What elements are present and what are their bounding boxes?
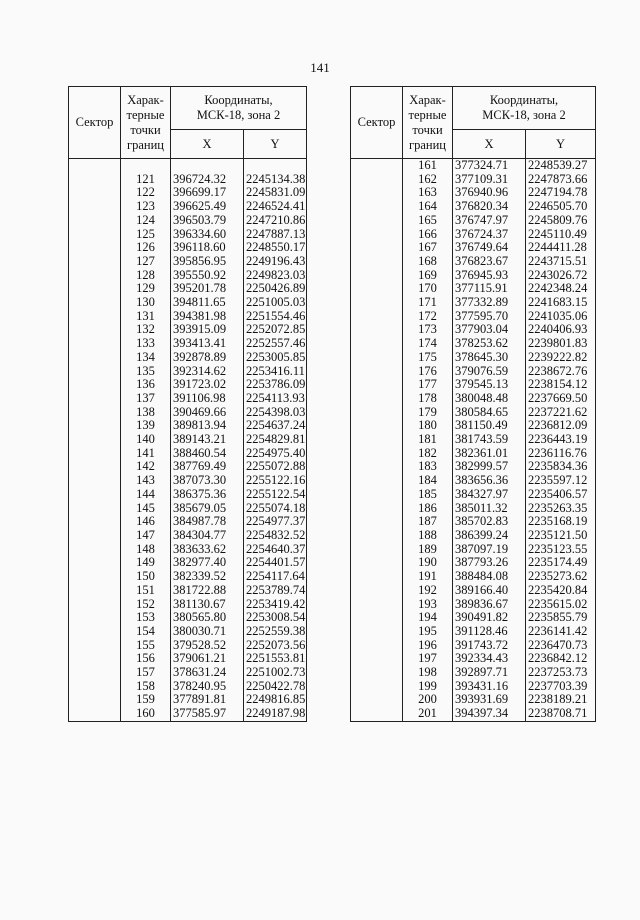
x-coordinate-cell: 395201.78	[171, 282, 244, 296]
x-coordinate-cell: 385679.05	[171, 502, 244, 516]
point-number-cell: 155	[121, 639, 171, 653]
y-coordinate-cell: 2235123.55	[526, 543, 596, 557]
x-coordinate-cell: 380030.71	[171, 625, 244, 639]
x-coordinate-cell: 384327.97	[453, 488, 526, 502]
header-x: X	[171, 130, 244, 159]
point-number-cell: 164	[403, 200, 453, 214]
header-characteristic-points: Харак- терные точки границ	[121, 87, 171, 159]
y-coordinate-cell: 2253789.74	[244, 584, 307, 598]
x-coordinate-cell: 394811.65	[171, 296, 244, 310]
point-number-cell: 167	[403, 241, 453, 255]
point-number-cell: 189	[403, 543, 453, 557]
point-number-cell: 198	[403, 666, 453, 680]
y-coordinate-cell: 2246524.41	[244, 200, 307, 214]
x-coordinate-cell: 385702.83	[453, 515, 526, 529]
x-coordinate-cell: 393431.16	[453, 680, 526, 694]
y-coordinate-cell: 2253008.54	[244, 611, 307, 625]
header-y: Y	[244, 130, 307, 159]
y-coordinate-cell: 2245831.09	[244, 186, 307, 200]
y-coordinate-cell: 2255072.88	[244, 460, 307, 474]
x-coordinate-cell: 379528.52	[171, 639, 244, 653]
x-coordinate-cell: 382977.40	[171, 556, 244, 570]
y-coordinate-cell: 2246505.70	[526, 200, 596, 214]
point-number-cell: 171	[403, 296, 453, 310]
x-coordinate-cell: 378631.24	[171, 666, 244, 680]
point-number-cell: 133	[121, 337, 171, 351]
point-number-cell: 137	[121, 392, 171, 406]
x-coordinate-cell: 377324.71	[453, 159, 526, 173]
sector-cell	[69, 159, 121, 722]
y-coordinate-cell: 2254401.57	[244, 556, 307, 570]
y-coordinate-cell: 2236116.76	[526, 447, 596, 461]
point-number-cell: 153	[121, 611, 171, 625]
point-number-cell: 156	[121, 652, 171, 666]
x-coordinate-cell: 377109.31	[453, 173, 526, 187]
x-coordinate-cell: 377332.89	[453, 296, 526, 310]
y-coordinate-cell: 2251554.46	[244, 310, 307, 324]
y-coordinate-cell: 2251005.03	[244, 296, 307, 310]
point-number-cell: 194	[403, 611, 453, 625]
x-coordinate-cell: 395550.92	[171, 269, 244, 283]
y-coordinate-cell: 2235597.12	[526, 474, 596, 488]
y-coordinate-cell: 2247194.78	[526, 186, 596, 200]
y-coordinate-cell: 2242348.24	[526, 282, 596, 296]
y-coordinate-cell: 2254640.37	[244, 543, 307, 557]
point-number-cell: 161	[403, 159, 453, 173]
y-coordinate-cell: 2235420.84	[526, 584, 596, 598]
point-number-cell: 122	[121, 186, 171, 200]
point-number-cell: 148	[121, 543, 171, 557]
y-coordinate-cell: 2245110.49	[526, 228, 596, 242]
point-number-cell: 141	[121, 447, 171, 461]
point-number-cell: 184	[403, 474, 453, 488]
point-number-cell: 125	[121, 228, 171, 242]
point-number-cell: 158	[121, 680, 171, 694]
y-coordinate-cell: 2251002.73	[244, 666, 307, 680]
y-coordinate-cell: 2235406.57	[526, 488, 596, 502]
x-coordinate-cell: 380584.65	[453, 406, 526, 420]
point-number-cell: 146	[121, 515, 171, 529]
x-coordinate-cell: 392314.62	[171, 365, 244, 379]
x-coordinate-cell: 396699.17	[171, 186, 244, 200]
y-coordinate-cell: 2241035.06	[526, 310, 596, 324]
x-coordinate-cell: 384304.77	[171, 529, 244, 543]
point-number-cell: 200	[403, 693, 453, 707]
x-coordinate-cell: 376749.64	[453, 241, 526, 255]
point-number-cell: 195	[403, 625, 453, 639]
x-coordinate-cell: 377585.97	[171, 707, 244, 721]
x-coordinate-cell: 380048.48	[453, 392, 526, 406]
x-coordinate-cell: 377115.91	[453, 282, 526, 296]
header-coordinates: Координаты, МСК-18, зона 2	[453, 87, 596, 130]
y-coordinate-cell: 2235273.62	[526, 570, 596, 584]
header-y: Y	[526, 130, 596, 159]
x-coordinate-cell: 381722.88	[171, 584, 244, 598]
point-number-cell: 121	[121, 173, 171, 187]
table-row	[69, 159, 307, 173]
y-coordinate-cell: 2248539.27	[526, 159, 596, 173]
y-coordinate-cell: 2237253.73	[526, 666, 596, 680]
point-number-cell: 185	[403, 488, 453, 502]
x-coordinate-cell: 387073.30	[171, 474, 244, 488]
coordinates-table-left	[68, 86, 307, 722]
point-number-cell: 177	[403, 378, 453, 392]
x-coordinate-cell: 382361.01	[453, 447, 526, 461]
point-number-cell: 142	[121, 460, 171, 474]
x-coordinate-cell: 378645.30	[453, 351, 526, 365]
y-coordinate-cell: 2249823.03	[244, 269, 307, 283]
y-coordinate-cell: 2252557.46	[244, 337, 307, 351]
point-number-cell: 193	[403, 598, 453, 612]
y-coordinate-cell	[244, 159, 307, 173]
y-coordinate-cell: 2249187.98	[244, 707, 307, 721]
y-coordinate-cell: 2252072.85	[244, 323, 307, 337]
y-coordinate-cell: 2255122.54	[244, 488, 307, 502]
point-number-cell: 175	[403, 351, 453, 365]
x-coordinate-cell: 394397.34	[453, 707, 526, 721]
x-coordinate-cell: 390491.82	[453, 611, 526, 625]
y-coordinate-cell: 2235615.02	[526, 598, 596, 612]
x-coordinate-cell	[171, 159, 244, 173]
sector-cell	[351, 159, 403, 722]
x-coordinate-cell: 388460.54	[171, 447, 244, 461]
x-coordinate-cell: 387793.26	[453, 556, 526, 570]
x-coordinate-cell: 380565.80	[171, 611, 244, 625]
x-coordinate-cell: 390469.66	[171, 406, 244, 420]
point-number-cell: 170	[403, 282, 453, 296]
point-number-cell: 168	[403, 255, 453, 269]
point-number-cell: 181	[403, 433, 453, 447]
page-number: 141	[310, 60, 330, 75]
x-coordinate-cell: 394381.98	[171, 310, 244, 324]
point-number-cell: 197	[403, 652, 453, 666]
header-sector: Сектор	[69, 87, 121, 159]
point-number-cell: 178	[403, 392, 453, 406]
point-number-cell: 169	[403, 269, 453, 283]
point-number-cell: 174	[403, 337, 453, 351]
y-coordinate-cell: 2237669.50	[526, 392, 596, 406]
point-number-cell: 144	[121, 488, 171, 502]
x-coordinate-cell: 396625.49	[171, 200, 244, 214]
x-coordinate-cell: 381743.59	[453, 433, 526, 447]
y-coordinate-cell: 2239801.83	[526, 337, 596, 351]
y-coordinate-cell: 2253416.11	[244, 365, 307, 379]
y-coordinate-cell: 2245809.76	[526, 214, 596, 228]
x-coordinate-cell: 396503.79	[171, 214, 244, 228]
y-coordinate-cell: 2238189.21	[526, 693, 596, 707]
x-coordinate-cell: 379076.59	[453, 365, 526, 379]
y-coordinate-cell: 2236443.19	[526, 433, 596, 447]
header-coordinates: Координаты, МСК-18, зона 2	[171, 87, 307, 130]
x-coordinate-cell: 389813.94	[171, 419, 244, 433]
y-coordinate-cell: 2239222.82	[526, 351, 596, 365]
y-coordinate-cell: 2248550.17	[244, 241, 307, 255]
x-coordinate-cell: 391128.46	[453, 625, 526, 639]
x-coordinate-cell: 393915.09	[171, 323, 244, 337]
point-number-cell	[121, 159, 171, 173]
point-number-cell: 180	[403, 419, 453, 433]
x-coordinate-cell: 392878.89	[171, 351, 244, 365]
x-coordinate-cell: 378240.95	[171, 680, 244, 694]
x-coordinate-cell: 386399.24	[453, 529, 526, 543]
x-coordinate-cell: 389166.40	[453, 584, 526, 598]
x-coordinate-cell: 377595.70	[453, 310, 526, 324]
point-number-cell: 152	[121, 598, 171, 612]
point-number-cell: 190	[403, 556, 453, 570]
coordinates-table-right	[350, 86, 596, 722]
x-coordinate-cell: 376747.97	[453, 214, 526, 228]
x-coordinate-cell: 383656.36	[453, 474, 526, 488]
point-number-cell: 182	[403, 447, 453, 461]
point-number-cell: 191	[403, 570, 453, 584]
y-coordinate-cell: 2247210.86	[244, 214, 307, 228]
x-coordinate-cell: 389143.21	[171, 433, 244, 447]
x-coordinate-cell: 384987.78	[171, 515, 244, 529]
point-number-cell: 154	[121, 625, 171, 639]
point-number-cell: 157	[121, 666, 171, 680]
x-coordinate-cell: 386375.36	[171, 488, 244, 502]
point-number-cell: 128	[121, 269, 171, 283]
x-coordinate-cell: 382339.52	[171, 570, 244, 584]
point-number-cell: 165	[403, 214, 453, 228]
x-coordinate-cell: 396724.32	[171, 173, 244, 187]
y-coordinate-cell: 2243026.72	[526, 269, 596, 283]
x-coordinate-cell: 381150.49	[453, 419, 526, 433]
x-coordinate-cell: 385011.32	[453, 502, 526, 516]
y-coordinate-cell: 2253005.85	[244, 351, 307, 365]
y-coordinate-cell: 2240406.93	[526, 323, 596, 337]
y-coordinate-cell: 2235263.35	[526, 502, 596, 516]
point-number-cell: 150	[121, 570, 171, 584]
y-coordinate-cell: 2235168.19	[526, 515, 596, 529]
point-number-cell: 192	[403, 584, 453, 598]
header-sector: Сектор	[351, 87, 403, 159]
point-number-cell: 176	[403, 365, 453, 379]
point-number-cell: 162	[403, 173, 453, 187]
point-number-cell: 188	[403, 529, 453, 543]
x-coordinate-cell: 377903.04	[453, 323, 526, 337]
point-number-cell: 139	[121, 419, 171, 433]
x-coordinate-cell: 379545.13	[453, 378, 526, 392]
y-coordinate-cell: 2243715.51	[526, 255, 596, 269]
point-number-cell: 138	[121, 406, 171, 420]
y-coordinate-cell: 2241683.15	[526, 296, 596, 310]
point-number-cell: 166	[403, 228, 453, 242]
x-coordinate-cell: 376724.37	[453, 228, 526, 242]
x-coordinate-cell: 392334.43	[453, 652, 526, 666]
point-number-cell: 135	[121, 365, 171, 379]
header-characteristic-points: Харак- терные точки границ	[403, 87, 453, 159]
point-number-cell: 163	[403, 186, 453, 200]
point-number-cell: 172	[403, 310, 453, 324]
x-coordinate-cell: 396334.60	[171, 228, 244, 242]
x-coordinate-cell: 393413.41	[171, 337, 244, 351]
y-coordinate-cell: 2250422.78	[244, 680, 307, 694]
point-number-cell: 143	[121, 474, 171, 488]
y-coordinate-cell: 2235174.49	[526, 556, 596, 570]
y-coordinate-cell: 2254637.24	[244, 419, 307, 433]
x-coordinate-cell: 376820.34	[453, 200, 526, 214]
point-number-cell: 145	[121, 502, 171, 516]
header-x: X	[453, 130, 526, 159]
y-coordinate-cell: 2254113.93	[244, 392, 307, 406]
y-coordinate-cell: 2236470.73	[526, 639, 596, 653]
y-coordinate-cell: 2255074.18	[244, 502, 307, 516]
x-coordinate-cell: 381130.67	[171, 598, 244, 612]
y-coordinate-cell: 2253786.09	[244, 378, 307, 392]
y-coordinate-cell: 2249196.43	[244, 255, 307, 269]
point-number-cell: 160	[121, 707, 171, 721]
point-number-cell: 124	[121, 214, 171, 228]
point-number-cell: 151	[121, 584, 171, 598]
x-coordinate-cell: 392897.71	[453, 666, 526, 680]
y-coordinate-cell: 2235855.79	[526, 611, 596, 625]
y-coordinate-cell: 2237221.62	[526, 406, 596, 420]
y-coordinate-cell: 2245134.38	[244, 173, 307, 187]
y-coordinate-cell: 2252559.38	[244, 625, 307, 639]
y-coordinate-cell: 2254398.03	[244, 406, 307, 420]
y-coordinate-cell: 2236812.09	[526, 419, 596, 433]
x-coordinate-cell: 379061.21	[171, 652, 244, 666]
y-coordinate-cell: 2253419.42	[244, 598, 307, 612]
x-coordinate-cell: 391723.02	[171, 378, 244, 392]
x-coordinate-cell: 378253.62	[453, 337, 526, 351]
y-coordinate-cell: 2238708.71	[526, 707, 596, 721]
point-number-cell: 201	[403, 707, 453, 721]
y-coordinate-cell: 2251553.81	[244, 652, 307, 666]
x-coordinate-cell: 391743.72	[453, 639, 526, 653]
x-coordinate-cell: 377891.81	[171, 693, 244, 707]
y-coordinate-cell: 2236842.12	[526, 652, 596, 666]
x-coordinate-cell: 376940.96	[453, 186, 526, 200]
y-coordinate-cell: 2247887.13	[244, 228, 307, 242]
x-coordinate-cell: 382999.57	[453, 460, 526, 474]
y-coordinate-cell: 2244411.28	[526, 241, 596, 255]
y-coordinate-cell: 2247873.66	[526, 173, 596, 187]
point-number-cell: 196	[403, 639, 453, 653]
y-coordinate-cell: 2235834.36	[526, 460, 596, 474]
y-coordinate-cell: 2238154.12	[526, 378, 596, 392]
point-number-cell: 183	[403, 460, 453, 474]
point-number-cell: 129	[121, 282, 171, 296]
point-number-cell: 131	[121, 310, 171, 324]
y-coordinate-cell: 2254832.52	[244, 529, 307, 543]
point-number-cell: 123	[121, 200, 171, 214]
table-body-left	[69, 159, 307, 722]
y-coordinate-cell: 2254829.81	[244, 433, 307, 447]
point-number-cell: 187	[403, 515, 453, 529]
x-coordinate-cell: 383633.62	[171, 543, 244, 557]
x-coordinate-cell: 389836.67	[453, 598, 526, 612]
x-coordinate-cell: 387097.19	[453, 543, 526, 557]
y-coordinate-cell: 2237703.39	[526, 680, 596, 694]
x-coordinate-cell: 391106.98	[171, 392, 244, 406]
table-row	[351, 159, 596, 173]
x-coordinate-cell: 387769.49	[171, 460, 244, 474]
y-coordinate-cell: 2249816.85	[244, 693, 307, 707]
point-number-cell: 126	[121, 241, 171, 255]
y-coordinate-cell: 2238672.76	[526, 365, 596, 379]
point-number-cell: 127	[121, 255, 171, 269]
y-coordinate-cell: 2254975.40	[244, 447, 307, 461]
y-coordinate-cell: 2250426.89	[244, 282, 307, 296]
table-body-right	[351, 159, 596, 722]
point-number-cell: 149	[121, 556, 171, 570]
point-number-cell: 159	[121, 693, 171, 707]
point-number-cell: 199	[403, 680, 453, 694]
point-number-cell: 132	[121, 323, 171, 337]
x-coordinate-cell: 396118.60	[171, 241, 244, 255]
x-coordinate-cell: 388484.08	[453, 570, 526, 584]
point-number-cell: 134	[121, 351, 171, 365]
point-number-cell: 179	[403, 406, 453, 420]
point-number-cell: 130	[121, 296, 171, 310]
point-number-cell: 186	[403, 502, 453, 516]
point-number-cell: 147	[121, 529, 171, 543]
x-coordinate-cell: 376945.93	[453, 269, 526, 283]
y-coordinate-cell: 2235121.50	[526, 529, 596, 543]
point-number-cell: 140	[121, 433, 171, 447]
x-coordinate-cell: 376823.67	[453, 255, 526, 269]
x-coordinate-cell: 395856.95	[171, 255, 244, 269]
y-coordinate-cell: 2255122.16	[244, 474, 307, 488]
point-number-cell: 136	[121, 378, 171, 392]
x-coordinate-cell: 393931.69	[453, 693, 526, 707]
y-coordinate-cell: 2254117.64	[244, 570, 307, 584]
point-number-cell: 173	[403, 323, 453, 337]
y-coordinate-cell: 2236141.42	[526, 625, 596, 639]
y-coordinate-cell: 2254977.37	[244, 515, 307, 529]
y-coordinate-cell: 2252073.56	[244, 639, 307, 653]
